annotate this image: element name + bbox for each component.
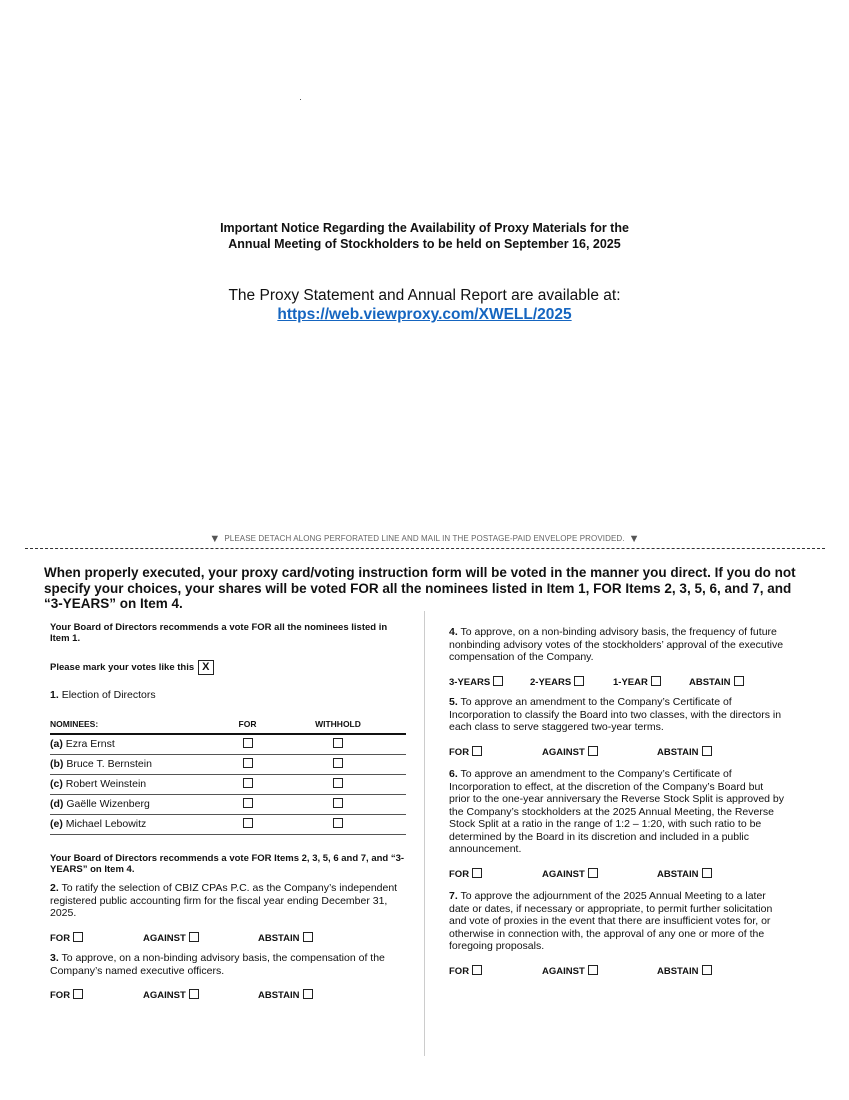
proxy-materials-link[interactable]: https://web.viewproxy.com/XWELL/2025	[277, 306, 572, 323]
withhold-cell	[270, 755, 406, 775]
abstain-label: ABSTAIN	[657, 965, 699, 977]
abstain-checkbox[interactable]	[702, 868, 712, 878]
detach-text: PLEASE DETACH ALONG PERFORATED LINE AND MAIL IN THE POSTAGE-PAID ENVELOPE PROVIDED.	[224, 534, 625, 543]
mark-example-box: X	[198, 660, 213, 675]
three-years-label: 3-YEARS	[449, 676, 491, 688]
availability-block	[0, 286, 849, 324]
perforated-line	[25, 548, 825, 549]
item-5-number: 5.	[449, 696, 458, 708]
nominee-cell	[50, 734, 225, 755]
table-row	[50, 755, 406, 775]
for-checkbox[interactable]	[243, 798, 253, 808]
table-row	[50, 795, 406, 815]
item-7-text: To approve the adjournment of the 2025 Annual Meeting to a later date or dates, if necessary or appropriate, to permit further solicitation and vote of proxies in the event that there are insufficient votes for, or otherwise in connection with, the approval of any one or more of the foregoing proposals.	[449, 890, 773, 952]
for-cell	[225, 755, 270, 775]
abstain-checkbox[interactable]	[734, 676, 744, 686]
withhold-checkbox[interactable]	[333, 798, 343, 808]
three-years-checkbox[interactable]	[493, 676, 503, 686]
against-label: AGAINST	[143, 990, 186, 1001]
nominee-name: Bruce T. Bernstein	[66, 758, 152, 771]
item-1-text: Election of Directors	[61, 689, 156, 701]
abstain-checkbox[interactable]	[702, 965, 712, 975]
nominee-cell	[50, 775, 225, 795]
item-7	[449, 890, 784, 953]
abstain-label: ABSTAIN	[258, 990, 300, 1001]
item-1-number: 1.	[50, 689, 59, 701]
right-column	[449, 626, 784, 978]
for-cell	[225, 795, 270, 815]
down-triangle-icon: ▼	[209, 533, 221, 545]
nominees-header: NOMINEES:	[50, 718, 225, 735]
one-year-label: 1-YEAR	[613, 676, 648, 688]
withhold-checkbox[interactable]	[333, 758, 343, 768]
for-cell	[225, 815, 270, 835]
nominee-label: (d)	[50, 798, 64, 811]
one-year-checkbox[interactable]	[651, 676, 661, 686]
for-label: FOR	[449, 965, 470, 977]
for-checkbox[interactable]	[472, 868, 482, 878]
abstain-option[interactable]	[657, 965, 712, 979]
item-4-text: To approve, on a non-binding advisory basis, the frequency of future nonbinding advisory votes of the stockholders’ approval of the executive compensation of the Company.	[449, 626, 784, 663]
nominee-label: (b)	[50, 758, 64, 771]
abstain-option[interactable]	[657, 746, 712, 760]
three-years-option[interactable]	[449, 676, 530, 690]
abstain-label: ABSTAIN	[657, 868, 699, 880]
against-option[interactable]	[143, 932, 258, 946]
two-years-label: 2-YEARS	[530, 676, 572, 688]
nominee-name: Ezra Ernst	[65, 738, 115, 751]
two-years-checkbox[interactable]	[574, 676, 584, 686]
against-option[interactable]	[143, 989, 258, 1003]
nominee-label: (c)	[50, 778, 63, 791]
withhold-cell	[270, 775, 406, 795]
nominee-label: (a)	[50, 738, 63, 751]
table-row	[50, 775, 406, 795]
abstain-label: ABSTAIN	[689, 676, 731, 688]
abstain-option[interactable]	[258, 989, 313, 1003]
against-option[interactable]	[542, 746, 657, 760]
item-5-text: To approve an amendment to the Company’s Certificate of Incorporation to classify the Board into two classes, with the directors in each class to serve staggered two-year terms.	[449, 696, 782, 733]
item-2	[50, 882, 406, 920]
for-cell	[225, 775, 270, 795]
one-year-option[interactable]	[613, 676, 689, 690]
for-checkbox[interactable]	[73, 932, 83, 942]
for-option[interactable]	[449, 868, 542, 882]
for-option[interactable]	[449, 746, 542, 760]
for-checkbox[interactable]	[243, 738, 253, 748]
item-1	[50, 689, 406, 702]
for-cell	[225, 734, 270, 755]
for-checkbox[interactable]	[472, 965, 482, 975]
abstain-option[interactable]	[689, 676, 744, 690]
column-divider	[424, 611, 425, 1056]
abstain-checkbox[interactable]	[303, 989, 313, 999]
nominee-cell	[50, 815, 225, 835]
item-7-number: 7.	[449, 890, 458, 902]
nominees-header-row	[50, 718, 406, 735]
board-recommendation-2: Your Board of Directors recommends a vote FOR Items 2, 3, 5, 6 and 7, and “3-YEARS” on Item 4.	[50, 853, 405, 875]
against-label: AGAINST	[143, 932, 186, 944]
item-4-votes	[449, 676, 784, 690]
for-checkbox[interactable]	[472, 746, 482, 756]
abstain-option[interactable]	[258, 932, 313, 946]
for-checkbox[interactable]	[243, 758, 253, 768]
item-2-votes	[50, 932, 406, 946]
item-7-votes	[449, 965, 784, 979]
against-option[interactable]	[542, 868, 657, 882]
withhold-checkbox[interactable]	[333, 818, 343, 828]
abstain-checkbox[interactable]	[702, 746, 712, 756]
nominee-name: Gaëlle Wizenberg	[66, 798, 150, 811]
for-checkbox[interactable]	[73, 989, 83, 999]
down-triangle-icon: ▼	[628, 533, 640, 545]
item-4-number: 4.	[449, 626, 458, 638]
withhold-header: WITHHOLD	[270, 718, 406, 735]
abstain-label: ABSTAIN	[258, 932, 300, 944]
for-option[interactable]	[449, 965, 542, 979]
against-option[interactable]	[542, 965, 657, 979]
abstain-label: ABSTAIN	[657, 746, 699, 758]
notice-line-1: Important Notice Regarding the Availability of Proxy Materials for the	[220, 221, 629, 235]
for-label: FOR	[449, 868, 470, 880]
board-recommendation-1: Your Board of Directors recommends a vote FOR all the nominees listed in Item 1.	[50, 622, 388, 644]
item-6-text: To approve an amendment to the Company’s Certificate of Incorporation to effect, at the discretion of the Company’s Board but prior to the one-year anniversary the Reverse Stock Split is approved by the Company’s stockholders at the 2025 Annual Meeting, the Reverse Stock Split at a ratio in the range of 1:2 – 1:20, with such ratio to be determined by the Board in its discretion and included in a public announcement.	[449, 768, 785, 855]
mark-votes-text: Please mark your votes like this	[50, 662, 195, 673]
item-5-votes	[449, 746, 784, 760]
against-checkbox[interactable]	[189, 932, 199, 942]
nominee-name: Michael Lebowitz	[65, 818, 147, 831]
item-3	[50, 952, 406, 977]
withhold-checkbox[interactable]	[333, 738, 343, 748]
item-3-text: To approve, on a non-binding advisory basis, the compensation of the Company’s named executive officers.	[50, 952, 385, 977]
availability-text: The Proxy Statement and Annual Report are available at:	[228, 287, 621, 304]
abstain-checkbox[interactable]	[303, 932, 313, 942]
stray-dot	[300, 99, 301, 100]
for-label: FOR	[449, 746, 470, 758]
table-row	[50, 815, 406, 835]
notice-line-2: Annual Meeting of Stockholders to be held on September 16, 2025	[228, 237, 621, 251]
nominee-cell	[50, 795, 225, 815]
against-label: AGAINST	[542, 868, 585, 880]
against-checkbox[interactable]	[189, 989, 199, 999]
withhold-checkbox[interactable]	[333, 778, 343, 788]
against-label: AGAINST	[542, 965, 585, 977]
for-label: FOR	[50, 990, 71, 1001]
item-6-number: 6.	[449, 768, 458, 780]
left-column	[50, 622, 406, 1003]
table-row	[50, 734, 406, 755]
withhold-cell	[270, 795, 406, 815]
nominees-table	[50, 718, 406, 836]
item-6-votes	[449, 868, 784, 882]
item-3-number: 3.	[50, 952, 59, 964]
for-checkbox[interactable]	[243, 818, 253, 828]
withhold-cell	[270, 734, 406, 755]
item-2-number: 2.	[50, 882, 59, 894]
item-2-text: To ratify the selection of CBIZ CPAs P.C. as the Company’s independent registered public accounting firm for the fiscal year ending December 31, 2025.	[50, 882, 398, 919]
for-label: FOR	[50, 932, 71, 944]
against-checkbox[interactable]	[588, 965, 598, 975]
item-4	[449, 626, 784, 664]
for-option[interactable]	[50, 989, 143, 1003]
nominee-name: Robert Weinstein	[65, 778, 147, 791]
against-label: AGAINST	[542, 746, 585, 758]
detach-instruction	[0, 533, 849, 545]
against-checkbox[interactable]	[588, 746, 598, 756]
abstain-option[interactable]	[657, 868, 712, 882]
item-6	[449, 768, 784, 856]
for-header: FOR	[225, 718, 270, 735]
withhold-cell	[270, 815, 406, 835]
voting-default-statement: When properly executed, your proxy card/voting instruction form will be voted in the manner you direct. If you do not specify your choices, your shares will be voted FOR all the nominees listed in Item 1, FOR Items 2, 3, 5, 6, and 7, and “3-YEARS” on Item 4.	[44, 565, 796, 611]
item-5	[449, 696, 784, 734]
against-checkbox[interactable]	[588, 868, 598, 878]
nominee-label: (e)	[50, 818, 63, 831]
for-option[interactable]	[50, 932, 143, 946]
item-3-votes	[50, 989, 406, 1003]
important-notice	[0, 220, 849, 252]
two-years-option[interactable]	[530, 676, 613, 690]
mark-votes-instruction	[50, 660, 406, 675]
for-checkbox[interactable]	[243, 778, 253, 788]
nominee-cell	[50, 755, 225, 775]
